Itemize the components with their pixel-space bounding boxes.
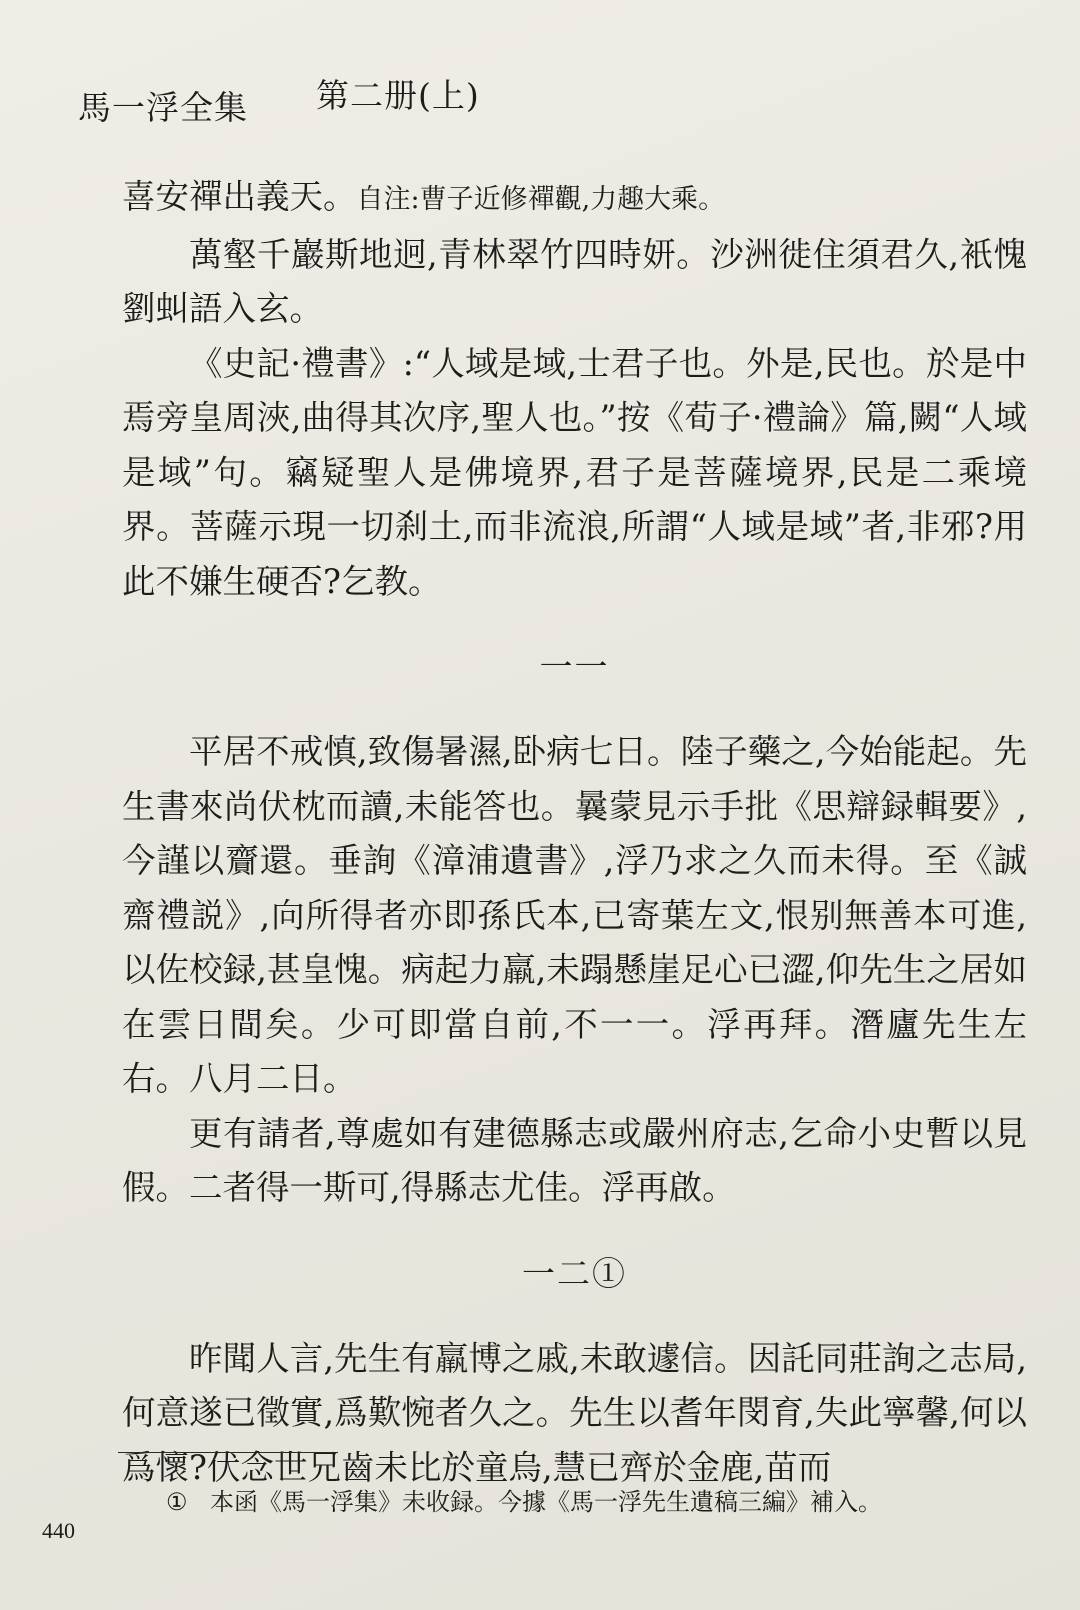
paragraph-text: 喜安禪出義天。 xyxy=(122,177,357,216)
paragraph: 萬壑千巖斯地迥,青林翠竹四時妍。沙洲徙住須君久,衹愧劉虯語入玄。 xyxy=(122,234,1027,328)
footnote-text: 本函《馬一浮集》未收録。今據《馬一浮先生遺稿三編》補入。 xyxy=(210,1488,882,1516)
paragraph: 《史記·禮書》:“人域是域,士君子也。外是,民也。於是中焉旁皇周浹,曲得其次序,聖人也。”按《荀子·禮論》篇,闕“人域是域”句。竊疑聖人是佛境界,君子是菩薩境界,民是二乘境界。菩薩示現一切刹土,而非流浪,所謂“人域是域”者,非邪?用此不嫌生硬否?乞教。 xyxy=(122,343,1027,601)
footnote xyxy=(166,1482,882,1517)
paragraph xyxy=(122,170,1027,228)
book-title: 馬一浮全集 xyxy=(78,88,248,127)
page-number: 440 xyxy=(42,1518,75,1543)
footnote-divider xyxy=(118,1452,338,1453)
paragraph: 更有請者,尊處如有建德縣志或嚴州府志,乞命小史暫以見假。二者得一斯可,得縣志尤佳。浮再啟。 xyxy=(122,1113,1027,1207)
running-head xyxy=(78,70,678,130)
author-note: 自注:曹子近修禪觀,力趣大乘。 xyxy=(356,184,726,215)
letter-heading-11: 一一 xyxy=(539,647,610,686)
paragraph: 昨聞人言,先生有羸博之戚,未敢遽信。因託同莊詢之志局,何意遂已徵實,爲歎惋者久之。先生以耆年閔育,失此寧馨,何以爲懷?伏念世兄齒未比於童烏,慧已齊於金鹿,苗而 xyxy=(122,1338,1027,1487)
volume-title: 第二册(上) xyxy=(316,76,480,115)
page-body xyxy=(122,170,1027,1495)
footnote-marker: ① xyxy=(166,1488,188,1516)
letter-heading-12: 一二① xyxy=(522,1253,627,1293)
paragraph: 平居不戒慎,致傷暑濕,卧病七日。陸子藥之,今始能起。先生書來尚伏枕而讀,未能答也。曩蒙見示手批《思辯録輯要》,今謹以齎還。垂詢《漳浦遺書》,浮乃求之久而未得。至《誠齋禮説》,向所得者亦即孫氏本,已寄葉左文,恨别無善本可進,以佐校録,甚皇愧。病起力羸,未蹋懸崖足心已澀,仰先生之居如在雲日間矣。少可即當自前,不一一。浮再拜。潛廬先生左右。八月二日。 xyxy=(122,732,1027,1098)
